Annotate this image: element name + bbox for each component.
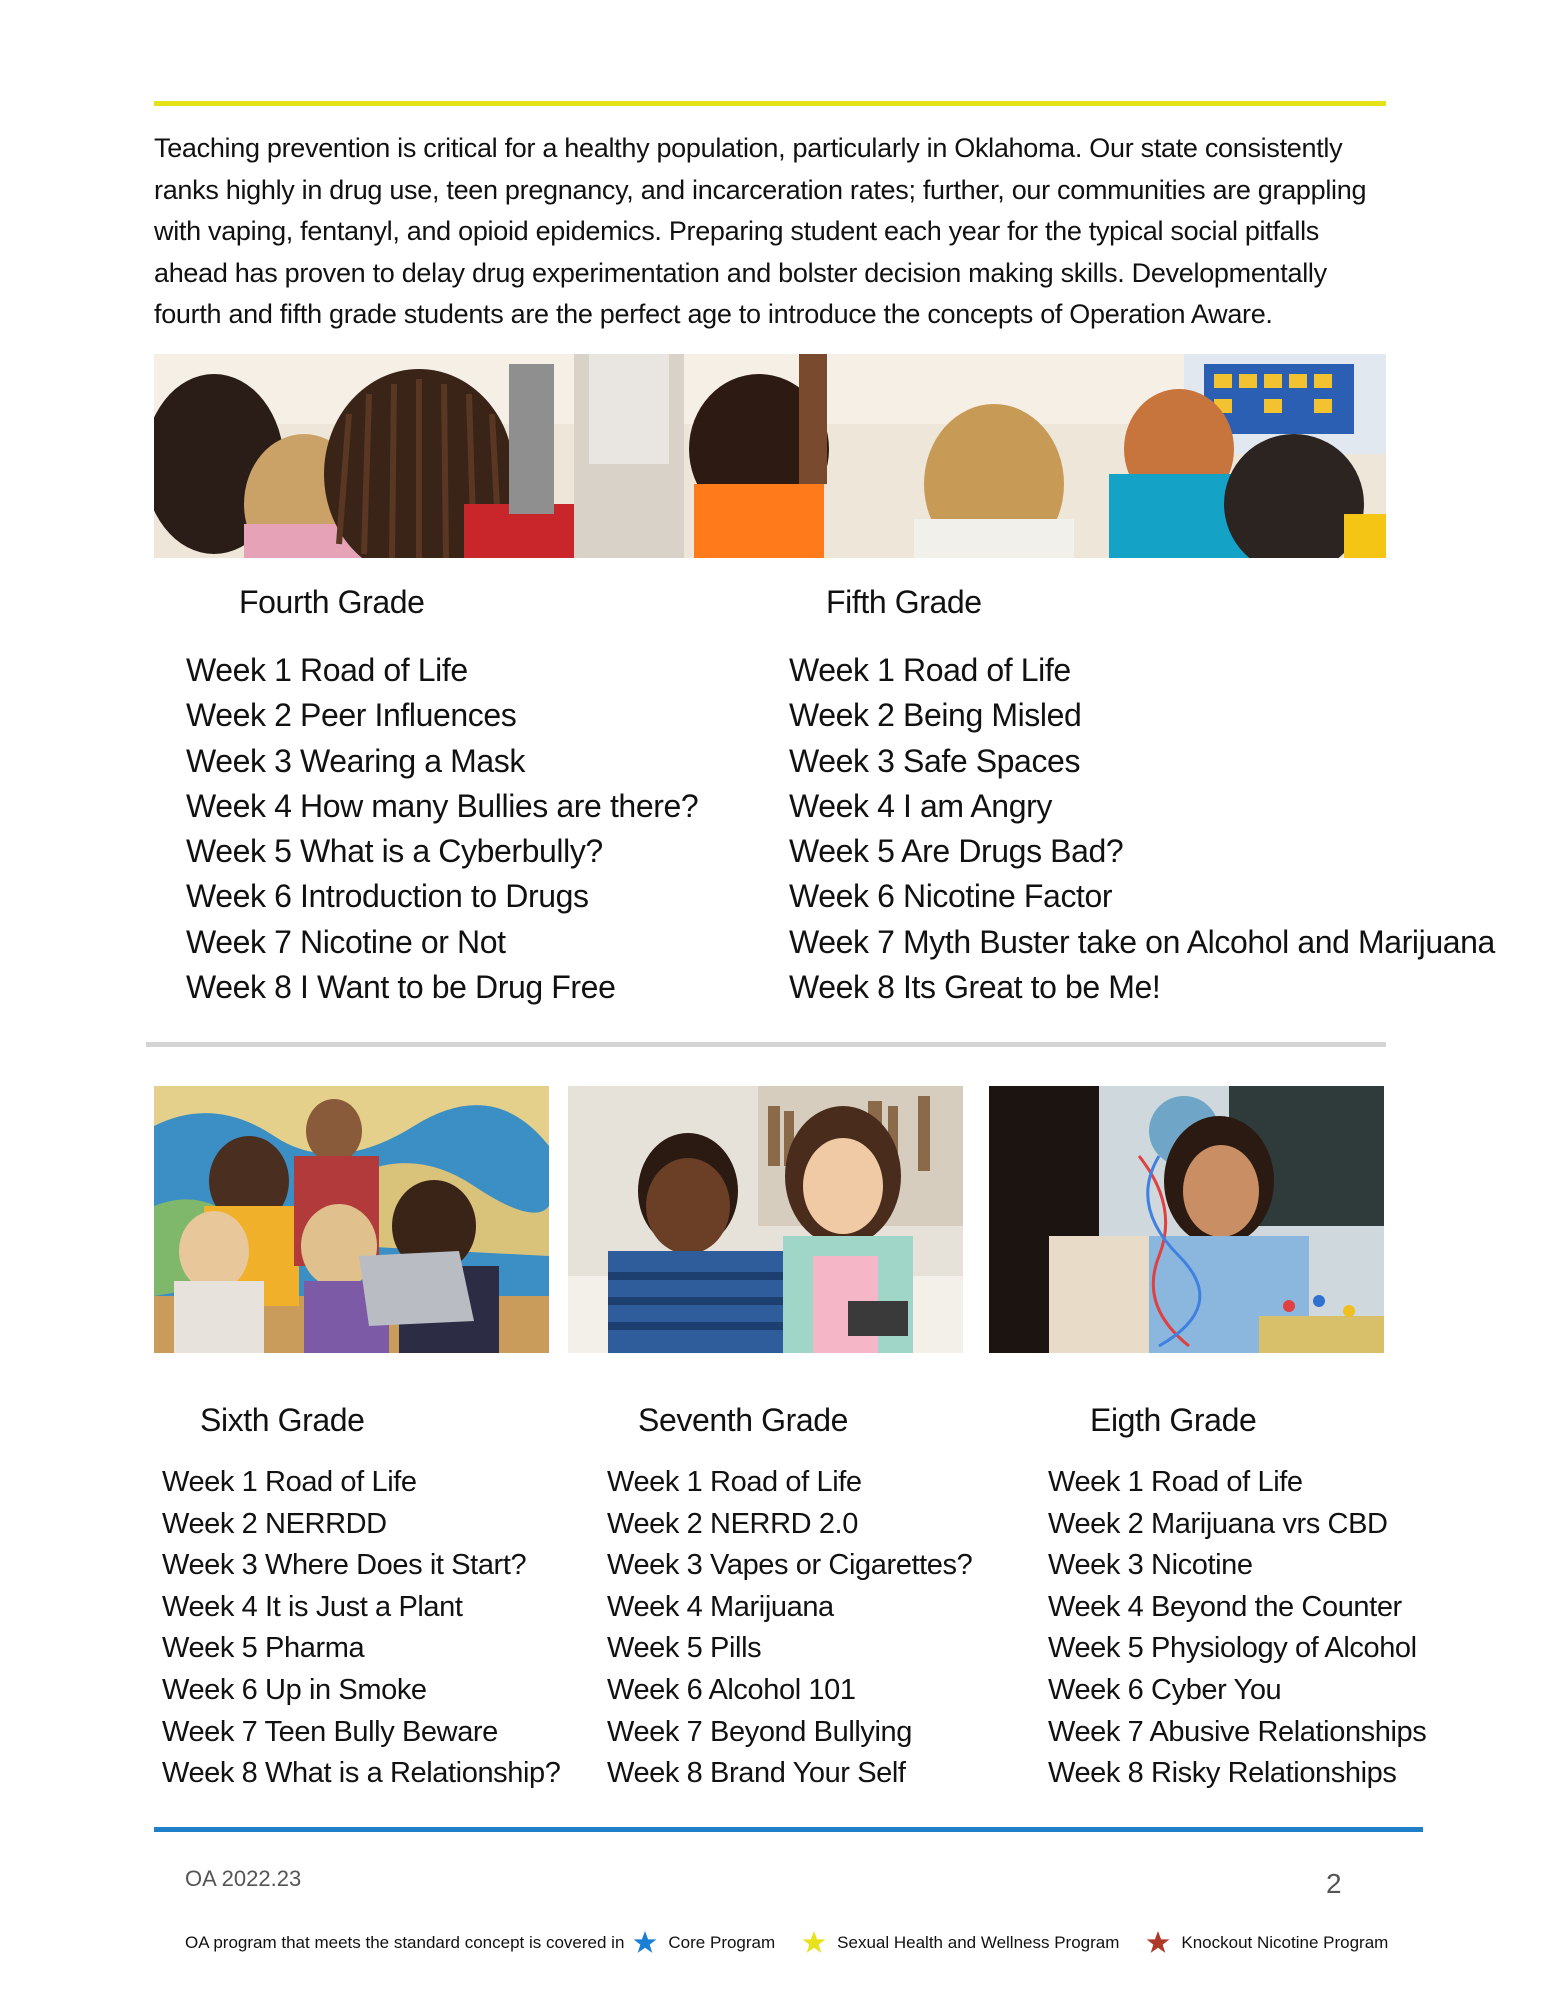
students-laptop-photo <box>154 1086 549 1353</box>
fourth-grade-title: Fourth Grade <box>239 584 425 620</box>
list-item: Week 3 Wearing a Mask <box>186 742 526 779</box>
list-item: Week 2 NERRDD <box>162 1507 387 1540</box>
list-item: Week 8 Brand Your Self <box>607 1757 906 1790</box>
sixth-grade-week-list <box>162 1462 561 1795</box>
middle-divider <box>146 1042 1386 1047</box>
fifth-grade-title: Fifth Grade <box>826 584 982 620</box>
list-item: Week 1 Road of Life <box>607 1466 862 1498</box>
seventh-grade-title: Seventh Grade <box>638 1402 849 1438</box>
list-item: Week 2 Peer Influences <box>186 697 517 734</box>
list-item: Week 1 Road of Life <box>162 1466 417 1498</box>
list-item: Week 7 Nicotine or Not <box>186 923 506 960</box>
list-item: Week 7 Myth Buster take on Alcohol and Marijuana <box>789 923 1495 960</box>
list-item: Week 8 Risky Relationships <box>1048 1757 1397 1790</box>
list-item: Week 7 Abusive Relationships <box>1048 1715 1427 1748</box>
legend-sexual-health-program: Sexual Health and Wellness Program <box>837 1932 1120 1952</box>
intro-paragraph: Teaching prevention is critical for a healthy population, particularly in Oklahoma. Our state consistently ranks highly in drug use, teen pregnancy, and incarceration rates; further, our communities are grappling with vaping, fentanyl, and opioid epidemics. Preparing student each year for the typical social pitfalls ahead has proven to delay drug experimentation and bolster decision making skills. Developmentally fourth and fifth grade students are the perfect age to introduce the concepts of Operation Aware. <box>154 133 1367 329</box>
yellow-star-icon <box>801 1930 827 1955</box>
list-item: Week 6 Up in Smoke <box>162 1673 427 1706</box>
list-item: Week 2 Marijuana vrs CBD <box>1048 1507 1388 1540</box>
page-number: 2 <box>1326 1868 1342 1899</box>
list-item: Week 6 Nicotine Factor <box>789 878 1113 915</box>
eighth-grade-week-list <box>1048 1462 1426 1795</box>
list-item: Week 5 Pharma <box>162 1632 365 1665</box>
legend-knockout-nicotine-program: Knockout Nicotine Program <box>1181 1932 1389 1952</box>
list-item: Week 3 Where Does it Start? <box>162 1549 527 1582</box>
legend-prefix: OA program that meets the standard concept is covered in <box>185 1932 625 1952</box>
list-item: Week 3 Vapes or Cigarettes? <box>607 1549 973 1582</box>
list-item: Week 1 Road of Life <box>186 652 468 688</box>
seventh-grade-week-list <box>607 1462 972 1795</box>
list-item: Week 2 Being Misled <box>789 697 1082 734</box>
list-item: Week 6 Introduction to Drugs <box>186 878 589 915</box>
footer-divider <box>154 1827 1423 1832</box>
list-item: Week 1 Road of Life <box>1048 1466 1303 1498</box>
list-item: Week 8 What is a Relationship? <box>162 1757 561 1790</box>
list-item: Week 3 Safe Spaces <box>789 742 1081 779</box>
document-code: OA 2022.23 <box>185 1866 302 1891</box>
fourth-grade-week-list <box>186 648 698 1010</box>
list-item: Week 1 Road of Life <box>789 652 1071 688</box>
classroom-banner-photo <box>154 354 1386 558</box>
program-legend <box>185 1930 1406 1955</box>
red-star-icon <box>1145 1930 1171 1955</box>
list-item: Week 5 Physiology of Alcohol <box>1048 1632 1417 1665</box>
list-item: Week 6 Cyber You <box>1048 1673 1282 1706</box>
list-item: Week 5 What is a Cyberbully? <box>186 833 603 870</box>
blue-star-icon <box>632 1930 658 1955</box>
sixth-grade-title: Sixth Grade <box>200 1402 365 1438</box>
list-item: Week 7 Teen Bully Beware <box>162 1715 498 1748</box>
top-divider <box>154 101 1386 106</box>
list-item: Week 3 Nicotine <box>1048 1549 1253 1582</box>
list-item: Week 4 Marijuana <box>607 1590 834 1623</box>
eighth-grade-title: Eigth Grade <box>1090 1402 1257 1438</box>
list-item: Week 8 I Want to be Drug Free <box>186 969 616 1006</box>
list-item: Week 7 Beyond Bullying <box>607 1715 913 1748</box>
students-laughing-photo <box>568 1086 963 1353</box>
list-item: Week 4 It is Just a Plant <box>162 1590 463 1623</box>
list-item: Week 8 Its Great to be Me! <box>789 969 1161 1006</box>
list-item: Week 4 How many Bullies are there? <box>186 787 699 824</box>
list-item: Week 5 Are Drugs Bad? <box>789 833 1124 870</box>
student-dna-model-photo <box>989 1086 1384 1353</box>
list-item: Week 4 Beyond the Counter <box>1048 1590 1402 1623</box>
list-item: Week 2 NERRD 2.0 <box>607 1507 858 1540</box>
list-item: Week 6 Alcohol 101 <box>607 1673 856 1706</box>
list-item: Week 5 Pills <box>607 1632 762 1665</box>
list-item: Week 4 I am Angry <box>789 787 1052 824</box>
legend-core-program: Core Program <box>668 1932 776 1952</box>
fifth-grade-week-list <box>789 648 1495 1010</box>
